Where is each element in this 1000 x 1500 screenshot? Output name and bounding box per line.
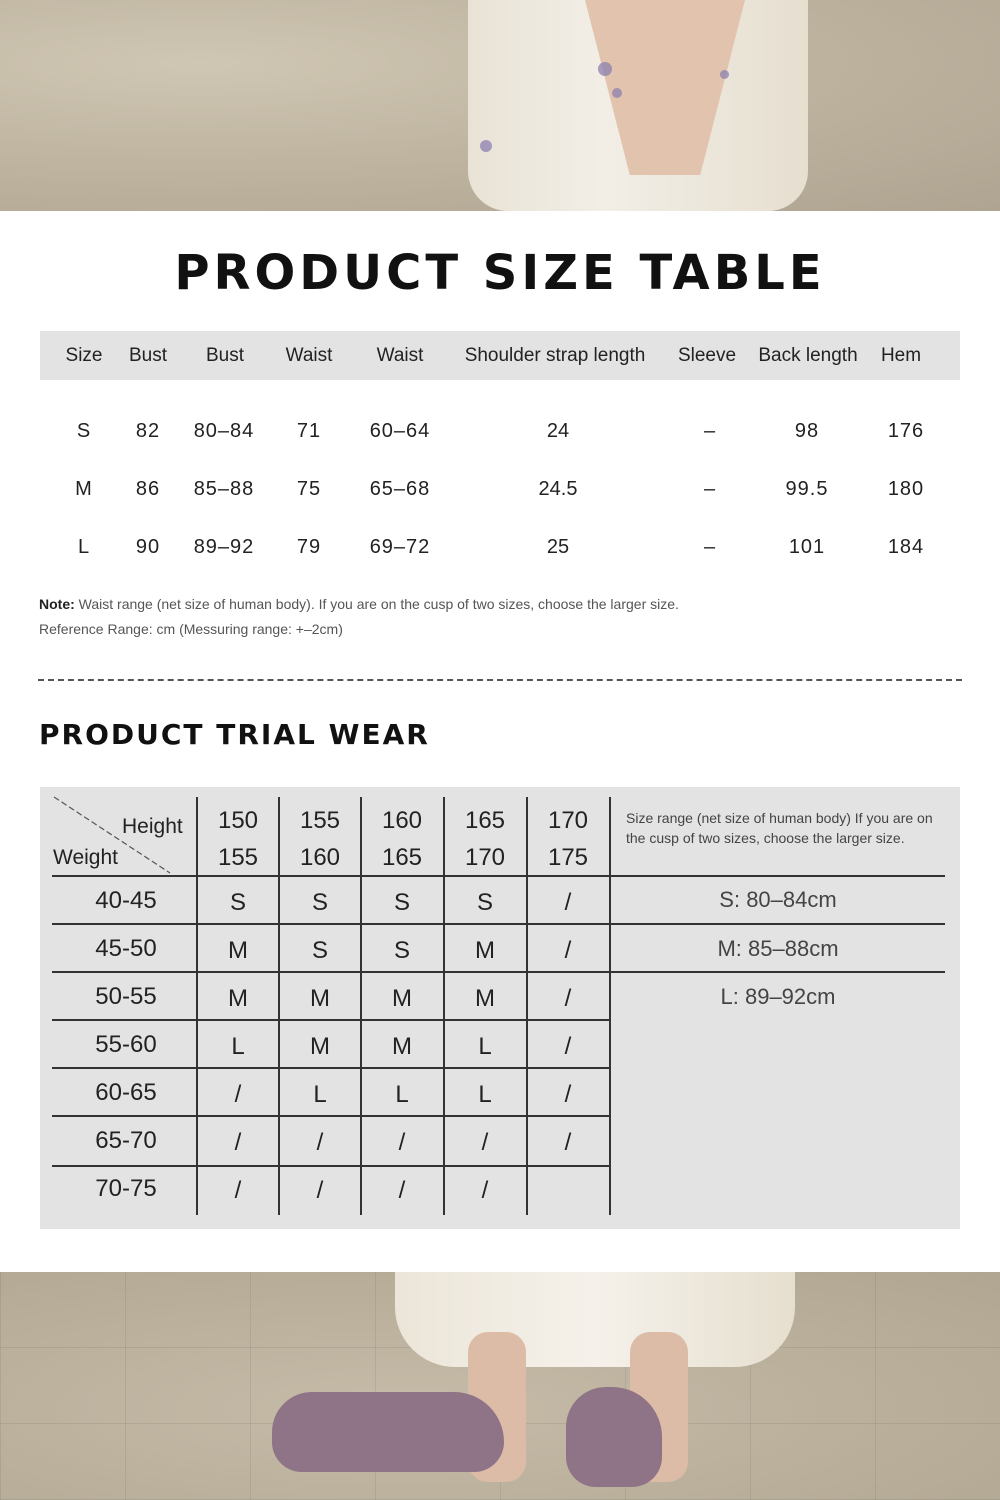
size-cell: / <box>564 1033 572 1060</box>
height-from: 165 <box>464 807 506 834</box>
size-range-info: Size range (net size of human body) If you are on the cusp of two sizes, choose the larger size. <box>626 810 933 846</box>
shoe-image <box>272 1392 504 1472</box>
height-from: 170 <box>547 807 589 834</box>
size-cell: / <box>316 1129 324 1156</box>
size-cell: / <box>234 1129 242 1156</box>
cell-bust-range: 85–88 <box>193 478 255 500</box>
size-cell: / <box>398 1129 406 1156</box>
cell-waist-range: 65–68 <box>369 478 431 500</box>
size-note <box>39 596 679 612</box>
cell-bust: 86 <box>135 478 161 500</box>
cell-hem: 176 <box>887 420 925 442</box>
grid-line <box>52 875 945 877</box>
cell-hem: 180 <box>887 478 925 500</box>
size-cell: S <box>311 889 328 916</box>
size-cell: S <box>476 889 493 916</box>
weight-cell: 65-70 <box>95 1127 157 1154</box>
size-cell: M <box>392 985 412 1012</box>
weight-cell: 40-45 <box>95 887 157 914</box>
flower-print <box>612 88 622 98</box>
header-back-length: Back length <box>758 345 858 366</box>
size-cell: L <box>313 1081 327 1108</box>
size-cell: L <box>478 1081 492 1108</box>
cell-sleeve: – <box>703 478 717 500</box>
header-bust-range: Bust <box>205 345 245 366</box>
size-cell: / <box>564 1129 572 1156</box>
size-cell: / <box>564 985 572 1012</box>
size-cell: L <box>395 1081 409 1108</box>
height-to: 155 <box>217 844 259 871</box>
size-cell: M <box>475 937 495 964</box>
flower-print <box>598 62 612 76</box>
cell-back-length: 98 <box>794 420 820 442</box>
header-size: Size <box>65 345 103 366</box>
cell-size: L <box>77 536 91 558</box>
cell-bust-range: 89–92 <box>193 536 255 558</box>
trial-wear-title: PRODUCT TRIAL WEAR <box>39 718 430 751</box>
cell-sleeve: – <box>703 420 717 442</box>
size-cell: L <box>231 1033 245 1060</box>
height-from: 155 <box>299 807 341 834</box>
size-range-m: M: 85–88cm <box>717 936 839 961</box>
size-cell: S <box>229 889 246 916</box>
height-from: 150 <box>217 807 259 834</box>
grid-line <box>52 923 945 925</box>
cell-waist-range: 69–72 <box>369 536 431 558</box>
dashed-divider <box>38 679 962 681</box>
flower-print <box>720 70 729 79</box>
size-cell: M <box>310 1033 330 1060</box>
header-waist: Waist <box>285 345 333 366</box>
cell-shoulder-strap: 24.5 <box>538 478 578 500</box>
flower-print <box>480 140 492 152</box>
cell-waist: 79 <box>296 536 322 558</box>
height-to: 175 <box>547 844 589 871</box>
cell-bust: 82 <box>135 420 161 442</box>
size-cell: M <box>228 985 248 1012</box>
corner-weight-label: Weight <box>53 846 118 869</box>
dress-hem-image <box>395 1272 795 1367</box>
weight-cell: 55-60 <box>95 1031 157 1058</box>
size-cell: S <box>311 937 328 964</box>
height-to: 160 <box>299 844 341 871</box>
cell-waist-range: 60–64 <box>369 420 431 442</box>
size-cell: M <box>228 937 248 964</box>
note-text: Waist range (net size of human body). If you are on the cusp of two sizes, choose the larger size. <box>74 596 679 612</box>
top-product-photo <box>0 0 1000 211</box>
size-cell: / <box>564 889 572 916</box>
size-table-header <box>40 331 960 380</box>
size-cell: M <box>392 1033 412 1060</box>
size-cell: / <box>481 1177 489 1204</box>
shoe-image <box>566 1387 662 1487</box>
cell-waist: 71 <box>296 420 322 442</box>
reference-range-note: Reference Range: cm (Messuring range: +–2cm) <box>39 621 343 637</box>
header-bust: Bust <box>128 345 168 366</box>
note-label: Note: <box>39 596 75 612</box>
cell-back-length: 99.5 <box>785 478 829 500</box>
height-from: 160 <box>381 807 423 834</box>
size-cell: M <box>310 985 330 1012</box>
cell-shoulder-strap: 24 <box>546 420 570 442</box>
bottom-product-photo <box>0 1272 1000 1500</box>
header-hem: Hem <box>880 345 922 366</box>
size-cell: / <box>481 1129 489 1156</box>
header-shoulder-strap: Shoulder strap length <box>464 345 646 366</box>
size-range-l: L: 89–92cm <box>720 984 836 1009</box>
cell-bust-range: 80–84 <box>193 420 255 442</box>
height-to: 170 <box>464 844 506 871</box>
size-cell: S <box>393 937 410 964</box>
weight-cell: 60-65 <box>95 1079 157 1106</box>
content-panel <box>0 211 1000 1272</box>
size-cell: / <box>234 1081 242 1108</box>
size-cell: S <box>393 889 410 916</box>
size-cell: / <box>234 1177 242 1204</box>
size-cell: M <box>475 985 495 1012</box>
height-to: 165 <box>381 844 423 871</box>
size-cell: / <box>564 1081 572 1108</box>
weight-cell: 50-55 <box>95 983 157 1010</box>
size-cell: / <box>316 1177 324 1204</box>
header-sleeve: Sleeve <box>677 345 737 366</box>
cell-waist: 75 <box>296 478 322 500</box>
trial-wear-table <box>40 787 960 1229</box>
cell-size: S <box>76 420 92 442</box>
cell-shoulder-strap: 25 <box>546 536 570 558</box>
header-waist-range: Waist <box>376 345 424 366</box>
size-cell: / <box>398 1177 406 1204</box>
corner-height-label: Height <box>122 815 183 838</box>
weight-cell: 45-50 <box>95 935 157 962</box>
weight-cell: 70-75 <box>95 1175 157 1202</box>
cell-back-length: 101 <box>788 536 826 558</box>
cell-bust: 90 <box>135 536 161 558</box>
cell-hem: 184 <box>887 536 925 558</box>
size-cell: / <box>564 937 572 964</box>
grid-line <box>52 971 945 973</box>
size-table-title: PRODUCT SIZE TABLE <box>174 245 826 301</box>
cell-size: M <box>75 478 93 500</box>
cell-sleeve: – <box>703 536 717 558</box>
size-cell: L <box>478 1033 492 1060</box>
size-range-s: S: 80–84cm <box>719 887 837 912</box>
